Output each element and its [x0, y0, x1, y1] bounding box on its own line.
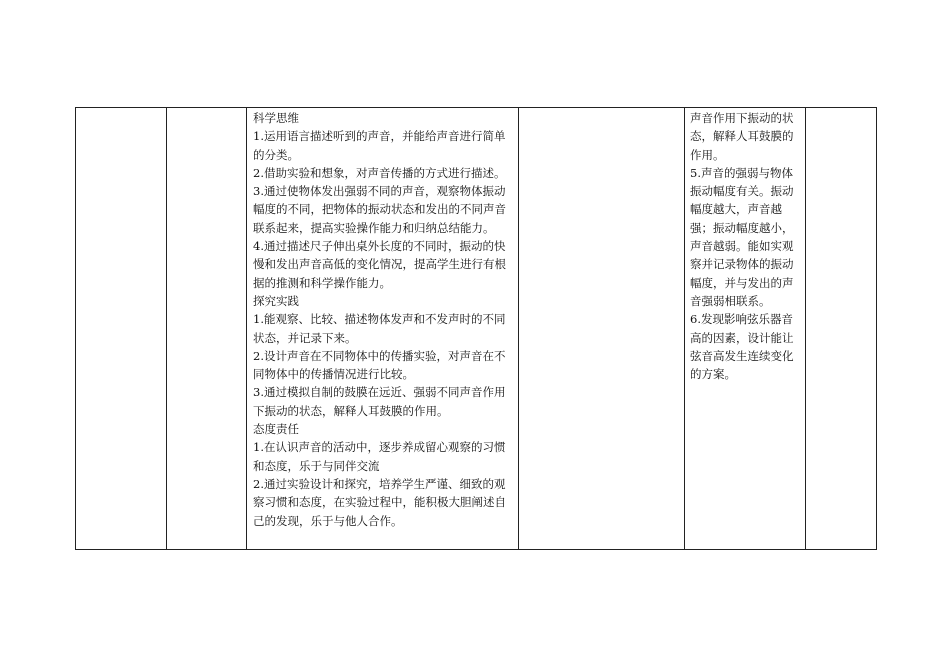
table-row	[76, 108, 877, 550]
goal-item: 1.运用语言描述听到的声音，并能给声音进行简单的分类。	[253, 129, 506, 162]
section-title-attitude: 态度责任	[253, 422, 299, 437]
goals-cell	[247, 108, 519, 550]
section-title-thinking: 科学思维	[253, 111, 299, 125]
col2-cell	[167, 108, 247, 550]
goal-item: 2.借助实验和想象，对声音传播的方式进行描述。	[253, 165, 506, 180]
content-item: 声音作用下振动的状态，解释人耳鼓膜的作用。	[690, 111, 794, 162]
goal-item: 3.通过使物体发出强弱不同的声音，观察物体振动幅度的不同，把物体的振动状态和发出的不同声音联系起来，提高实验操作能力和归纳总结能力。	[253, 184, 506, 235]
goal-item: 4.通过描述尺子伸出桌外长度的不同时，振动的快慢和发出声音高低的变化情况，提高学生进行有根据的推测和科学操作能力。	[253, 239, 506, 290]
col6-cell	[806, 108, 877, 550]
content-cell	[685, 108, 806, 550]
lesson-plan-table	[75, 107, 877, 550]
content-item: 6.发现影响弦乐器音高的因素，设计能让弦音高发生连续变化的方案。	[690, 312, 794, 382]
goal-item: 3.通过模拟自制的鼓膜在远近、强弱不同声音作用下振动的状态，解释人耳鼓膜的作用。	[253, 385, 506, 418]
goal-item: 2.设计声音在不同物体中的传播实验，对声音在不同物体中的传播情况进行比较。	[253, 348, 506, 382]
goal-item: 1.能观察、比较、描述物体发声和不发声时的不同状态，并记录下来。	[253, 312, 506, 345]
content-item: 5.声音的强弱与物体振动幅度有关。振动幅度越大，声音越强；振动幅度越小，声音越弱。能如实观察并记录物体的振动幅度，并与发出的声音强弱相联系。	[690, 165, 794, 308]
col1-cell	[76, 108, 167, 550]
col4-cell	[519, 108, 685, 550]
goal-item: 2.通过实验设计和探究，培养学生严谨、细致的观察习惯和态度，在实验过程中，能积极大胆阐述自己的发现，乐于与他人合作。	[253, 476, 506, 528]
section-title-practice: 探究实践	[253, 293, 299, 308]
goal-item: 1.在认识声音的活动中，逐步养成留心观察的习惯和态度，乐于与同伴交流	[253, 440, 506, 473]
